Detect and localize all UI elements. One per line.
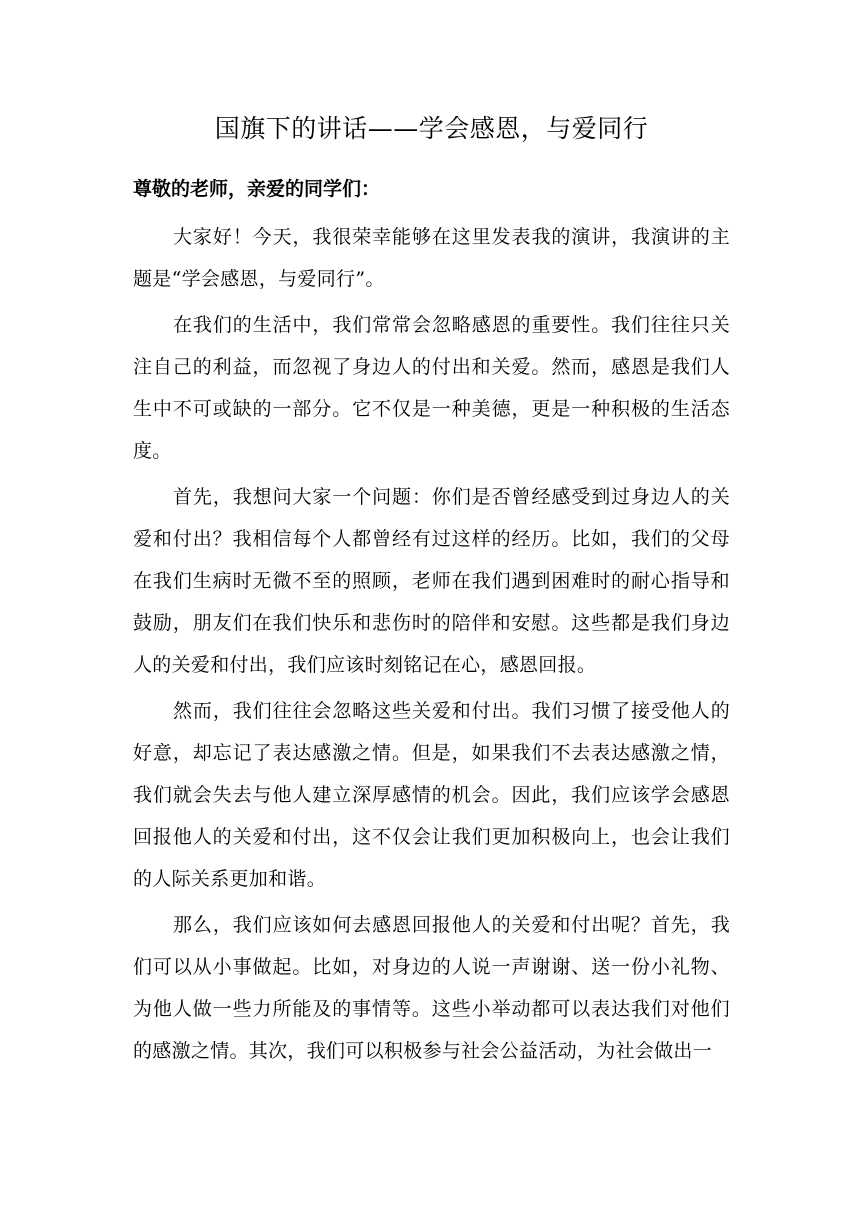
- paragraph-4: 然而，我们往往会忽略这些关爱和付出。我们习惯了接受他人的好意，却忘记了表达感激之情。但是，如果我们不去表达感激之情，我们就会失去与他人建立深厚感情的机会。因此，我们应该学会感恩回报他人的关爱和付出，这不仅会让我们更加积极向上，也会让我们的人际关系更加和谐。: [133, 700, 730, 890]
- paragraph-5: 那么，我们应该如何去感恩回报他人的关爱和付出呢？首先，我们可以从小事做起。比如，对身边的人说一声谢谢、送一份小礼物、为他人做一些力所能及的事情等。这些小举动都可以表达我们对他们的感激之情。其次，我们可以积极参与社会公益活动，为社会做出一: [133, 914, 730, 1062]
- salutation: 尊敬的老师，亲爱的同学们：: [133, 178, 381, 200]
- paragraph-3: 首先，我想问大家一个问题：你们是否曾经感受到过身边人的关爱和付出？我相信每个人都曾经有过这样的经历。比如，我们的父母在我们生病时无微不至的照顾，老师在我们遇到困难时的耐心指导和鼓励，朋友们在我们快乐和悲伤时的陪伴和安慰。这些都是我们身边人的关爱和付出，我们应该时刻铭记在心，感恩回报。: [133, 486, 730, 676]
- document-title: 国旗下的讲话——学会感恩，与爱同行: [214, 114, 649, 143]
- paragraph-1: 大家好！今天，我很荣幸能够在这里发表我的演讲，我演讲的主题是“学会感恩，与爱同行”。: [133, 226, 730, 290]
- paragraph-2: 在我们的生活中，我们常常会忽略感恩的重要性。我们往往只关注自己的利益，而忽视了身边人的付出和关爱。然而，感恩是我们人生中不可或缺的一部分。它不仅是一种美德，更是一种积极的生活态度。: [133, 314, 730, 462]
